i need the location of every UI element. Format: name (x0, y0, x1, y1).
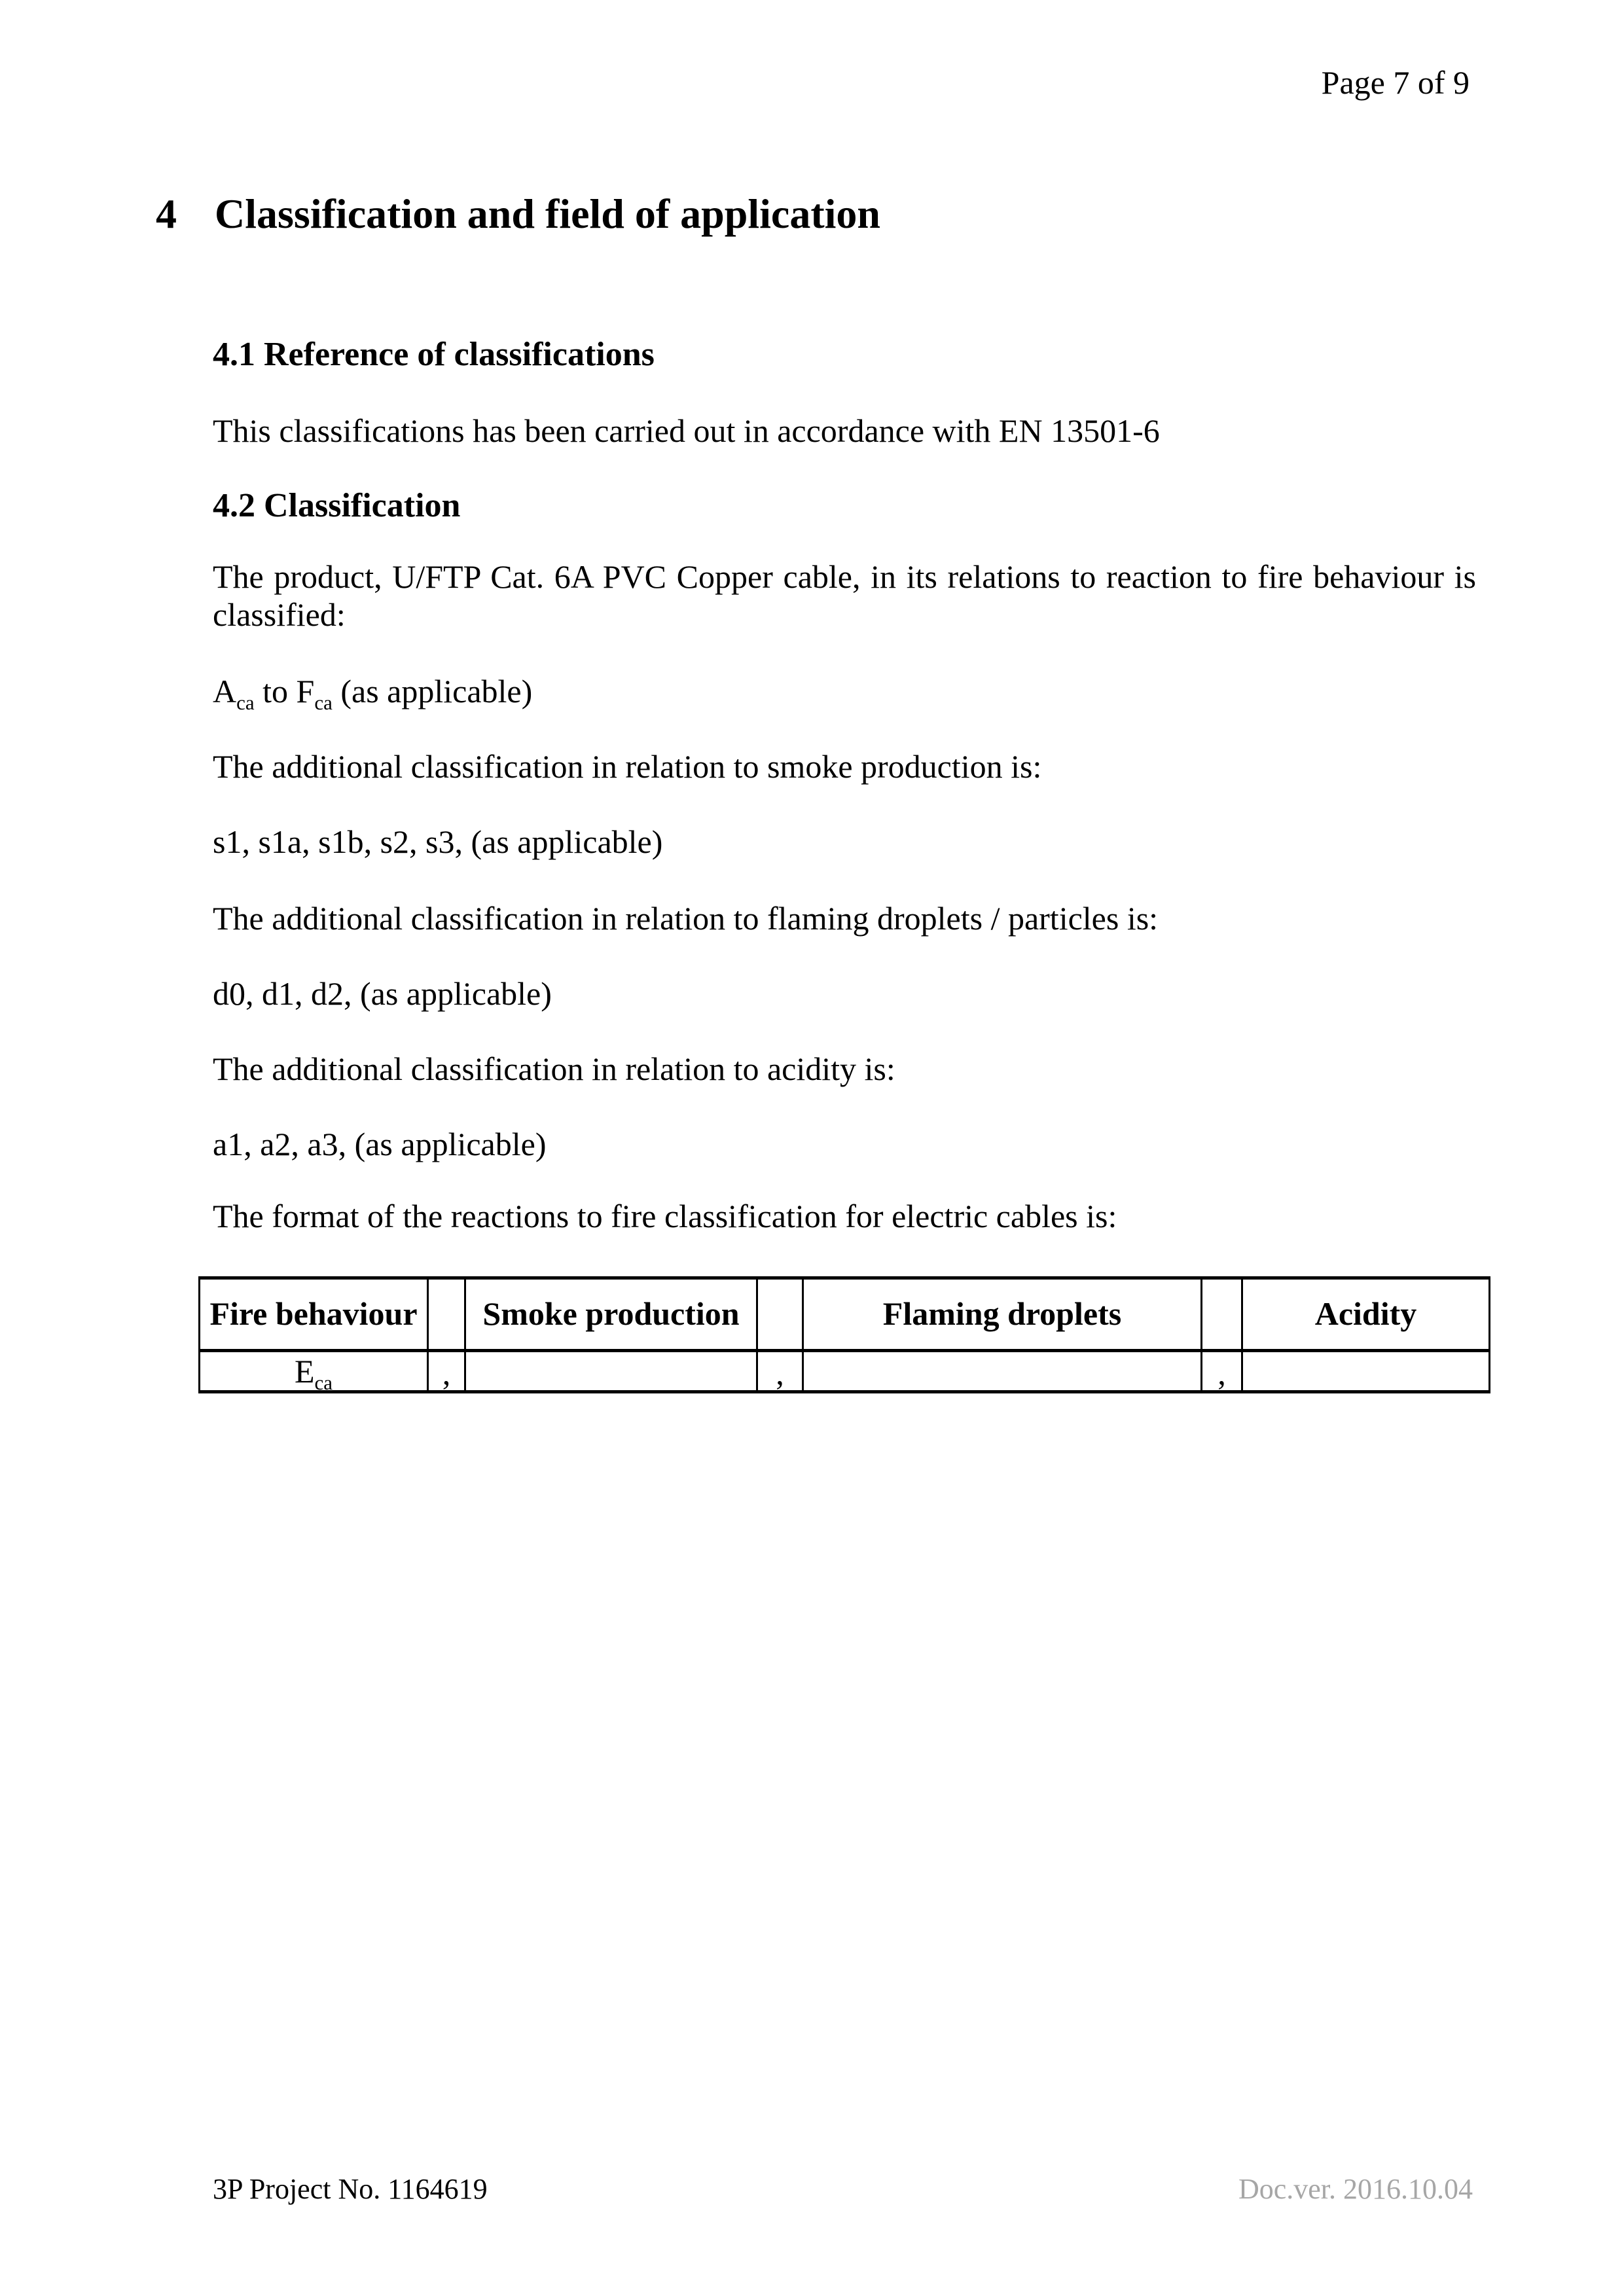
table-cell-comma: , (757, 1351, 803, 1392)
table-header-separator (428, 1278, 465, 1351)
paragraph-acidity-values: a1, a2, a3, (as applicable) (213, 1126, 547, 1162)
fire-class-end-subscript: ca (314, 691, 333, 714)
table-header-separator (757, 1278, 803, 1351)
footer-doc-version: Doc.ver. 2016.10.04 (1238, 2173, 1473, 2205)
fire-class-tail: (as applicable) (332, 673, 533, 709)
table-header-smoke-production: Smoke production (465, 1278, 757, 1351)
table-cell-acidity-value (1242, 1351, 1490, 1392)
paragraph-product: The product, U/FTP Cat. 6A PVC Copper cable, in its relations to reaction to fire behaviour is classified: (213, 558, 1476, 633)
classification-table (198, 1276, 1490, 1393)
fire-class-start-subscript: ca (236, 691, 255, 714)
fire-class-value-subscript: ca (314, 1371, 333, 1394)
paragraph-smoke-values: s1, s1a, s1b, s2, s3, (as applicable) (213, 823, 663, 860)
footer-project-number: 3P Project No. 1164619 (213, 2173, 488, 2205)
table-header-row (200, 1278, 1490, 1351)
table-cell-droplets-value (803, 1351, 1202, 1392)
table-header-acidity: Acidity (1242, 1278, 1490, 1351)
table-header-fire-behaviour: Fire behaviour (200, 1278, 428, 1351)
paragraph-smoke-intro: The additional classification in relation to smoke production is: (213, 748, 1042, 785)
paragraph-fire-class-range (213, 673, 1476, 714)
table-cell-comma: , (428, 1351, 465, 1392)
table-cell-smoke-value (465, 1351, 757, 1392)
subsection-heading-4-1: 4.1 Reference of classifications (213, 336, 655, 373)
table-row (200, 1351, 1490, 1392)
fire-class-start: A (213, 673, 237, 709)
table-header-flaming-droplets: Flaming droplets (803, 1278, 1202, 1351)
page-number: Page 7 of 9 (1321, 64, 1470, 101)
fire-class-value: E (294, 1353, 315, 1390)
section-heading (156, 190, 880, 238)
fire-class-middle: to F (254, 673, 315, 709)
subsection-heading-4-2: 4.2 Classification (213, 487, 461, 524)
section-heading-number: 4 (156, 190, 177, 237)
paragraph-droplets-values: d0, d1, d2, (as applicable) (213, 975, 552, 1012)
table-cell-comma: , (1202, 1351, 1242, 1392)
paragraph-format-intro: The format of the reactions to fire classification for electric cables is: (213, 1198, 1117, 1234)
table-cell-fire-class (200, 1351, 428, 1392)
paragraph-reference: This classifications has been carried out in accordance with EN 13501-6 (213, 412, 1160, 449)
table-header-separator (1202, 1278, 1242, 1351)
section-heading-title: Classification and field of application (215, 190, 880, 237)
paragraph-droplets-intro: The additional classification in relation to flaming droplets / particles is: (213, 900, 1159, 937)
paragraph-acidity-intro: The additional classification in relation to acidity is: (213, 1050, 895, 1087)
